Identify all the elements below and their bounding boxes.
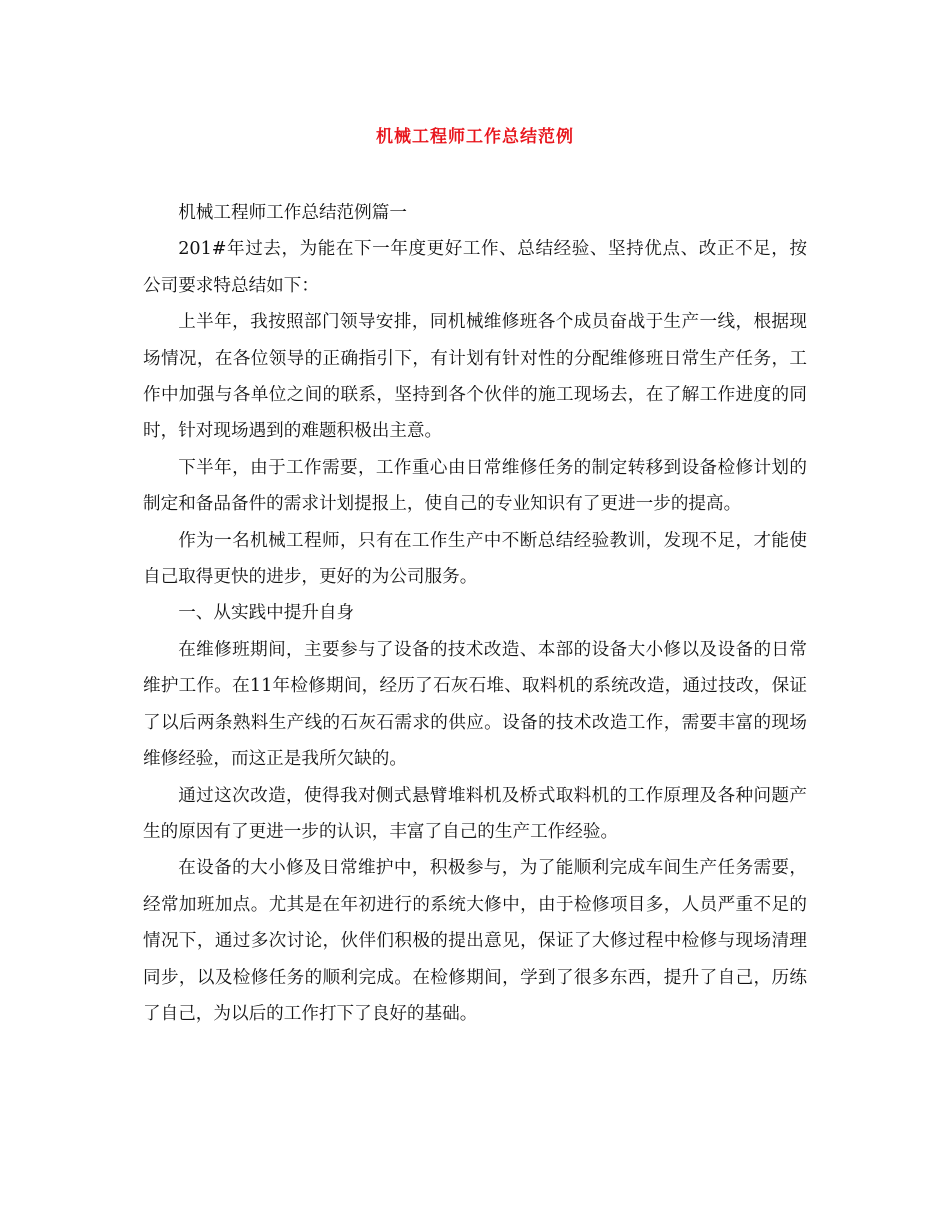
document-body [143, 195, 807, 1032]
paragraph: 通过这次改造，使得我对侧式悬臂堆料机及桥式取料机的工作原理及各种问题产生的原因有了更进一步的认识，丰富了自己的生产工作经验。 [143, 785, 807, 842]
paragraph: 下半年，由于工作需要，工作重心由日常维修任务的制定转移到设备检修计划的制定和备品备件的需求计划提报上，使自己的专业知识有了更进一步的提高。 [143, 457, 807, 515]
section-heading: 一、从实践中提升自身 [178, 603, 355, 624]
paragraph: 在维修班期间，主要参与了设备的技术改造、本部的设备大小修以及设备的日常维护工作。在11年检修期间，经历了石灰石堆、取料机的系统改造，通过技改，保证了以后两条熟料生产线的石灰石需求的供应。设备的技术改造工作，需要丰富的现场维修经验，而这正是我所欠缺的。 [143, 639, 807, 770]
document-title: 机械工程师工作总结范例 [376, 127, 574, 147]
paragraph-subheading: 机械工程师工作总结范例篇一 [178, 203, 407, 223]
paragraph: 作为一名机械工程师，只有在工作生产中不断总结经验教训，发现不足，才能使自己取得更快的进步，更好的为公司服务。 [143, 530, 807, 588]
paragraph: 在设备的大小修及日常维护中，积极参与，为了能顺利完成车间生产任务需要，经常加班加点。尤其是在年初进行的系统大修中，由于检修项目多，人员严重不足的情况下，通过多次讨论，伙伴们积极的提出意见，保证了大修过程中检修与现场清理同步，以及检修任务的顺利完成。在检修期间，学到了很多东西，提升了自己，历练了自己，为以后的工作打下了良好的基础。 [143, 858, 807, 1024]
paragraph: 上半年，我按照部门领导安排，同机械维修班各个成员奋战于生产一线，根据现场情况，在各位领导的正确指引下，有计划有针对性的分配维修班日常生产任务，工作中加强与各单位之间的联系，坚持到各个伙伴的施工现场去，在了解工作进度的同时，针对现场遇到的难题积极出主意。 [143, 312, 807, 442]
paragraph: 201#年过去，为能在下一年度更好工作、总结经验、坚持优点、改正不足，按公司要求特总结如下： [143, 239, 807, 296]
